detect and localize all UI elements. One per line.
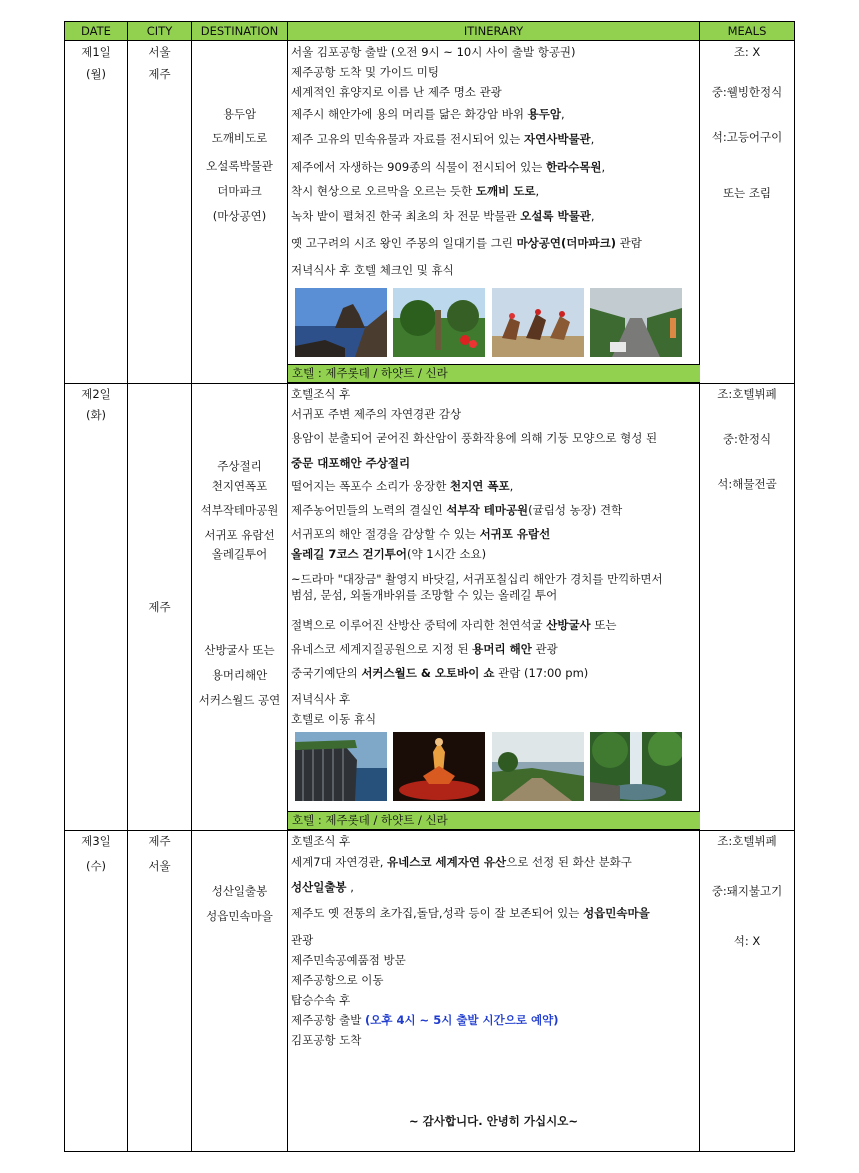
day1-dinner-alt: 또는 조림 xyxy=(722,186,772,200)
itinerary-text: 녹차 밭이 펼쳐진 한국 최초의 차 전문 박물관 xyxy=(291,209,521,223)
highlight-text: 중문 대포해안 주상절리 xyxy=(291,456,411,470)
day1-date: 제1일 xyxy=(81,45,111,59)
col-divider xyxy=(699,41,700,1151)
day2-weekday: (화) xyxy=(85,408,107,422)
highlight-text: 올레길 7코스 걷기투어 xyxy=(291,547,407,561)
highlight-text: 용두암 xyxy=(527,107,561,121)
day2-destination: 석부작테마공원 xyxy=(200,503,279,517)
itinerary-text: 호텔로 이동 휴식 xyxy=(291,712,377,726)
day3-itinerary-line xyxy=(291,952,406,968)
itinerary-text: 제주농어민들의 노력의 결실인 xyxy=(291,503,447,517)
row-divider xyxy=(65,830,794,831)
highlight-text: 마상공연(더마파크) xyxy=(516,236,616,250)
day2-itinerary-line xyxy=(291,455,410,471)
day2-hotel: 호텔 : 제주롯데 / 하얏트 / 신라 xyxy=(288,811,700,830)
itinerary-text: 옛 고구려의 시조 왕인 주몽의 일대기를 그린 xyxy=(291,236,517,250)
header-city: CITY xyxy=(128,22,192,41)
day3-itinerary-line xyxy=(291,1032,361,1048)
day3-destination: 성산일출봉 xyxy=(211,884,268,898)
itinerary-text: 으로 선정 된 화산 분화구 xyxy=(506,855,632,869)
day2-date: 제2일 xyxy=(81,387,111,401)
day2-itinerary-line xyxy=(291,430,657,446)
itinerary-text: 떨어지는 폭포수 소리가 웅장한 xyxy=(291,479,451,493)
day1-destination: 오설록박물관 xyxy=(206,159,273,173)
itinerary-text: , xyxy=(561,107,565,121)
itinerary-text: 제주 고유의 민속유물과 자료를 전시되어 있는 xyxy=(291,132,525,146)
itinerary-text: 제주공항 출발 xyxy=(291,1013,365,1027)
itinerary-text: 제주공항으로 이동 xyxy=(291,973,384,987)
day1-itinerary-line xyxy=(291,183,539,199)
day1-destination: 도깨비도로 xyxy=(211,131,268,145)
itinerary-text: 제주시 해안가에 용의 머리를 닮은 화강암 바위 xyxy=(291,107,528,121)
day2-city: 제주 xyxy=(148,600,171,614)
header-itinerary: ITINERARY xyxy=(288,22,700,41)
itinerary-text: , xyxy=(509,479,514,493)
itinerary-table xyxy=(64,21,795,1152)
itinerary-text: 저녁식사 후 xyxy=(291,692,351,706)
itinerary-text: , xyxy=(590,132,595,146)
header-meals: MEALS xyxy=(700,22,794,41)
coastal-trail-photo xyxy=(492,732,584,801)
highlight-text: 자연사박물관 xyxy=(524,132,591,146)
itinerary-text: 제주민속공예품점 방문 xyxy=(291,953,406,967)
highlight-text: 서귀포 유람선 xyxy=(479,527,551,541)
day2-itinerary-line xyxy=(291,691,350,707)
day1-destination: 더마파크 xyxy=(217,184,262,198)
itinerary-text: 제주공항 도착 및 가이드 미팅 xyxy=(291,65,439,79)
itinerary-text: (오후 4시 ~ 5시 출발 시간으로 예약) xyxy=(364,1013,559,1027)
day2-destination: 용머리해안 xyxy=(211,668,268,682)
highlight-text: 서커스월드 & 오토바이 쇼 xyxy=(361,666,495,680)
itinerary-text: 관광 xyxy=(531,642,558,656)
day3-itinerary-line xyxy=(291,972,384,988)
itinerary-text: 중국기예단의 xyxy=(291,666,362,680)
day1-itinerary-line xyxy=(291,131,594,147)
yongduam-rock-photo xyxy=(295,288,387,357)
tropical-garden-photo xyxy=(393,288,485,357)
highlight-text: 오설록 박물관 xyxy=(520,209,591,223)
day1-hotel: 호텔 : 제주롯데 / 하얏트 / 신라 xyxy=(288,364,700,383)
itinerary-text: 서귀포의 해안 절경을 감상할 수 있는 xyxy=(291,527,480,541)
day3-itinerary-line xyxy=(291,992,350,1008)
day3-weekday: (수) xyxy=(85,859,107,873)
itinerary-text: 관광 xyxy=(291,933,314,947)
closing-message: ~ 감사합니다. 안녕히 가십시오~ xyxy=(409,1114,578,1128)
day1-weekday: (월) xyxy=(85,67,107,81)
day1-dinner: 석:고등어구이 xyxy=(711,130,783,144)
day1-city-from: 서울 xyxy=(148,45,171,59)
itinerary-text: 호텔조식 후 xyxy=(291,387,351,401)
header-destination: DESTINATION xyxy=(192,22,288,41)
day3-dinner: 석: X xyxy=(733,934,761,948)
day2-itinerary-line xyxy=(291,617,617,633)
day1-itinerary-line xyxy=(291,84,502,100)
day3-itinerary-line xyxy=(291,854,632,870)
day1-itinerary-line xyxy=(291,64,439,80)
day1-destination: (마상공연) xyxy=(212,209,267,223)
circus-performance-photo xyxy=(393,732,485,801)
itinerary-text: 탑승수속 후 xyxy=(291,993,351,1007)
mystery-road-photo xyxy=(590,288,682,357)
day2-destination: 올레길투어 xyxy=(211,547,268,561)
itinerary-text: 세계7대 자연경관, xyxy=(291,855,388,869)
highlight-text: 산방굴사 xyxy=(546,618,591,632)
highlight-text: 성산일출봉 xyxy=(291,880,347,894)
day2-itinerary-line xyxy=(291,526,550,542)
itinerary-text: 착시 현상으로 오르막을 오르는 듯한 xyxy=(291,184,476,198)
day2-breakfast: 조:호텔뷔페 xyxy=(717,387,777,401)
highlight-text: 도깨비 도로 xyxy=(475,184,536,198)
itinerary-text: 범섬, 문섬, 외돌개바위를 조망할 수 있는 올레길 투어 xyxy=(291,588,558,602)
day3-lunch: 중:돼지불고기 xyxy=(711,884,783,898)
itinerary-text: 제주에서 자생하는 909종의 식물이 전시되어 있는 xyxy=(291,160,546,174)
itinerary-text: 절벽으로 이루어진 산방산 중턱에 자리한 천연석굴 xyxy=(291,618,547,632)
day2-destination: 서귀포 유람선 xyxy=(204,528,275,542)
itinerary-text: , xyxy=(590,209,595,223)
day3-city-from: 제주 xyxy=(148,834,171,848)
itinerary-text: 서귀포 주변 제주의 자연경관 감상 xyxy=(291,407,462,421)
day2-itinerary-line xyxy=(291,571,663,587)
highlight-text: 천지연 폭포 xyxy=(450,479,510,493)
day2-itinerary-line xyxy=(291,478,513,494)
day3-itinerary-line xyxy=(291,879,354,895)
day1-lunch: 중:웰빙한정식 xyxy=(711,85,783,99)
day2-destination: 천지연폭포 xyxy=(211,479,268,493)
day1-city-to: 제주 xyxy=(148,67,171,81)
itinerary-text: 관람 (17:00 pm) xyxy=(494,666,589,680)
day1-itinerary-line xyxy=(291,262,454,278)
itinerary-text: , xyxy=(535,184,540,198)
itinerary-text: 관람 xyxy=(615,236,642,250)
day2-destination: 주상절리 xyxy=(217,459,262,473)
header-date: DATE xyxy=(65,22,128,41)
itinerary-text: 저녁식사 후 호텔 체크인 및 휴식 xyxy=(291,263,454,277)
day2-itinerary-line xyxy=(291,546,486,562)
day1-itinerary-line xyxy=(291,235,642,251)
itinerary-text: 제주도 옛 전통의 초가집,돌담,성곽 등이 잘 보존되어 있는 xyxy=(291,906,584,920)
itinerary-text: 유네스코 세계지질공원으로 지정 된 xyxy=(291,642,473,656)
day1-itinerary-line xyxy=(291,208,595,224)
horse-show-photo xyxy=(492,288,584,357)
day3-itinerary-line xyxy=(291,1012,558,1028)
day2-itinerary-line xyxy=(291,587,557,603)
day3-breakfast: 조:호텔뷔페 xyxy=(717,834,777,848)
day2-destination: 산방굴사 또는 xyxy=(204,643,275,657)
day2-destination: 서커스월드 공연 xyxy=(198,693,281,707)
day1-itinerary-line xyxy=(291,44,576,60)
day3-itinerary-line xyxy=(291,833,350,849)
itinerary-text: 또는 xyxy=(590,618,617,632)
itinerary-text: , xyxy=(601,160,606,174)
itinerary-text: (귤림성 농장) 견학 xyxy=(528,503,623,517)
itinerary-text: 세계적인 휴양지로 이름 난 제주 명소 관광 xyxy=(291,85,502,99)
col-divider xyxy=(287,41,288,1151)
itinerary-text: 용암이 분출되어 굳어진 화산암이 풍화작용에 의해 기둥 모양으로 형성 된 xyxy=(291,431,658,445)
day2-dinner: 석:해물전골 xyxy=(717,477,777,491)
day2-itinerary-line xyxy=(291,641,558,657)
day2-itinerary-line xyxy=(291,665,588,681)
highlight-text: 용머리 해안 xyxy=(472,642,532,656)
day3-date: 제3일 xyxy=(81,834,111,848)
col-divider xyxy=(127,41,128,1151)
row-divider xyxy=(65,383,794,384)
highlight-text: 유네스코 세계자연 유산 xyxy=(387,855,507,869)
day1-itinerary-line xyxy=(291,106,565,122)
day2-itinerary-line xyxy=(291,502,622,518)
day3-itinerary-line xyxy=(291,905,650,921)
highlight-text: 한라수목원 xyxy=(545,160,602,174)
itinerary-text: 서울 김포공항 출발 (오전 9시 ~ 10시 사이 출발 항공권) xyxy=(291,45,576,59)
day2-itinerary-line xyxy=(291,386,350,402)
highlight-text: 성읍민속마을 xyxy=(583,906,650,920)
day3-itinerary-line xyxy=(291,932,313,948)
day1-itinerary-line xyxy=(291,159,605,175)
itinerary-text: ~드라마 "대장금" 촬영지 바닷길, 서귀포칠십리 해안가 경치를 만끽하면서 xyxy=(291,572,663,586)
day2-itinerary-line xyxy=(291,406,461,422)
day3-destination: 성읍민속마을 xyxy=(206,909,273,923)
day1-destination: 용두암 xyxy=(222,107,257,121)
day1-breakfast: 조: X xyxy=(733,45,761,59)
itinerary-text: 김포공항 도착 xyxy=(291,1033,362,1047)
jusangjeolli-cliff-photo xyxy=(295,732,387,801)
day2-itinerary-line xyxy=(291,711,376,727)
itinerary-text: , xyxy=(346,880,354,894)
waterfall-photo xyxy=(590,732,682,801)
highlight-text: 석부작 테마공원 xyxy=(446,503,529,517)
itinerary-text: 호텔조식 후 xyxy=(291,834,351,848)
day3-city-to: 서울 xyxy=(148,859,171,873)
day2-lunch: 중:한정식 xyxy=(722,432,772,446)
itinerary-text: (약 1시간 소요) xyxy=(407,547,487,561)
